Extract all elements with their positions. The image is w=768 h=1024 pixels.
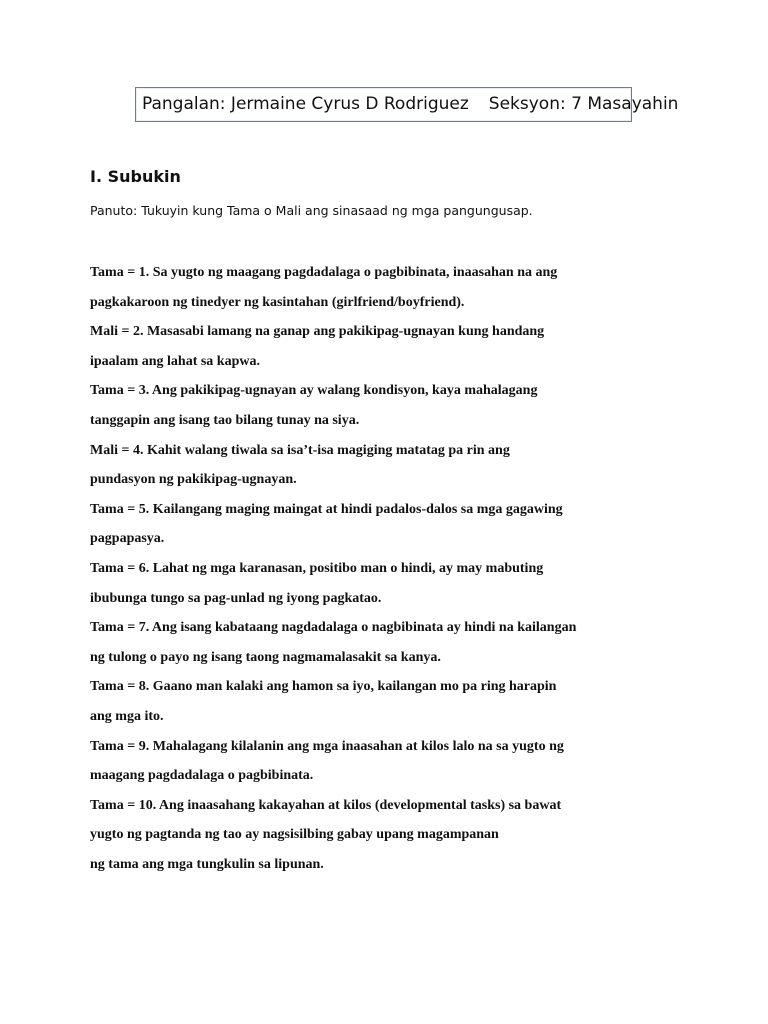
answer-item	[90, 495, 650, 554]
answer-item	[90, 317, 650, 376]
instruction-text: Panuto: Tukuyin kung Tama o Mali ang sinasaad ng mga pangungusap.	[90, 203, 533, 218]
answer-line: pundasyon ng pakikipag-ugnayan.	[90, 472, 297, 488]
answer-line: Tama = 7. Ang isang kabataang nagdadalaga o nagbibinata ay hindi na kailangan	[90, 620, 577, 636]
answer-item	[90, 791, 650, 880]
answer-item	[90, 376, 650, 435]
answer-item	[90, 732, 650, 791]
answer-line: Tama = 6. Lahat ng mga karanasan, positibo man o hindi, ay may mabuting	[90, 560, 544, 576]
answer-line: ibubunga tungo sa pag-unlad ng iyong pagkatao.	[90, 590, 382, 606]
answer-line: maagang pagdadalaga o pagbibinata.	[90, 768, 314, 784]
answer-item	[90, 436, 650, 495]
answer-line: Tama = 3. Ang pakikipag-ugnayan ay walang kondisyon, kaya mahalagang	[90, 383, 538, 399]
answer-line: ng tama ang mga tungkulin sa lipunan.	[90, 856, 324, 872]
answer-line: pagkakaroon ng tinedyer ng kasintahan (girlfriend/boyfriend).	[90, 294, 465, 310]
answer-line: Tama = 9. Mahalagang kilalanin ang mga inaasahan at kilos lalo na sa yugto ng	[90, 738, 564, 754]
answer-line: Mali = 4. Kahit walang tiwala sa isa’t-isa magiging matatag pa rin ang	[90, 442, 510, 458]
answer-line: pagpapasya.	[90, 531, 165, 547]
answer-item	[90, 613, 650, 672]
answer-item	[90, 672, 650, 731]
answer-line: ang mga ito.	[90, 708, 164, 724]
answer-line: ipaalam ang lahat sa kapwa.	[90, 353, 260, 369]
answer-line: ng tulong o payo ng isang taong nagmamalasakit sa kanya.	[90, 649, 441, 665]
section-heading: I. Subukin	[90, 167, 181, 186]
answer-line: yugto ng pagtanda ng tao ay nagsisilbing gabay upang magampanan	[90, 827, 499, 843]
answer-line: Tama = 5. Kailangang maging maingat at hindi padalos-dalos sa mga gagawing	[90, 501, 563, 517]
answer-line: Tama = 8. Gaano man kalaki ang hamon sa iyo, kailangan mo pa ring harapin	[90, 679, 557, 695]
answer-line: Mali = 2. Masasabi lamang na ganap ang pakikipag-ugnayan kung handang	[90, 324, 545, 340]
student-info-box	[135, 87, 679, 122]
answer-item	[90, 554, 650, 613]
answer-line: tanggapin ang isang tao bilang tunay na siya.	[90, 412, 360, 428]
answer-line: Tama = 10. Ang inaasahang kakayahan at kilos (developmental tasks) sa bawat	[90, 797, 562, 813]
answer-item	[90, 258, 650, 317]
student-name: Pangalan: Jermaine Cyrus D Rodriguez	[142, 94, 469, 114]
answer-list	[90, 258, 650, 879]
student-section: Seksyon: 7 Masayahin	[488, 94, 679, 114]
answer-line: Tama = 1. Sa yugto ng maagang pagdadalaga o pagbibinata, inaasahan na ang	[90, 265, 558, 280]
